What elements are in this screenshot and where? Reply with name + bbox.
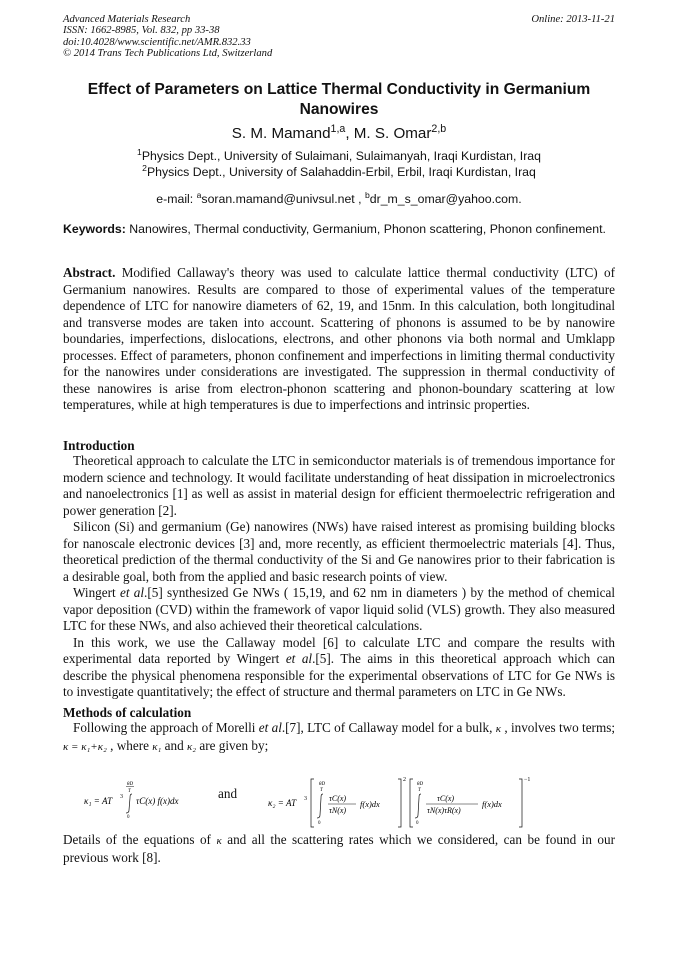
methods-p1-b: .[7], LTC of Callaway model for a bulk, [281, 720, 496, 735]
eq2-square: 2 [403, 777, 406, 783]
keywords [63, 222, 615, 237]
journal-header [63, 14, 615, 60]
paper-title: Effect of Parameters on Lattice Thermal Conductivity in Germanium Nanowires [87, 81, 591, 118]
eq1-upper-limit: θD [127, 782, 134, 787]
author-1: S. M. Mamand [231, 125, 331, 142]
affiliation-2-sup: 2 [142, 162, 147, 173]
eq1-exponent: 3 [120, 794, 123, 800]
intro-paragraph-1: Theoretical approach to calculate the LTC in semiconductor materials is of tremendous importance for modern science and technology. It would facilitate understanding of heat dissipation in microelectronics and nanoelectronics [1] as well as assist in material design for efficient thermoelectric refrigeration and power generation [2]. [63, 453, 615, 518]
eq2-right-bracket-1 [398, 779, 401, 827]
eq2-integral-sign-1 [317, 794, 323, 818]
eq2-lower-limit-1: 0 [318, 821, 321, 826]
affiliation-2 [63, 162, 615, 181]
eq2-f-2: f(x)dx [482, 799, 502, 809]
abstract [63, 265, 615, 414]
copyright-line: © 2014 Trans Tech Publications Ltd, Switzerland [63, 48, 273, 60]
author-separator: , [345, 125, 354, 142]
methods-p1-d: , where [106, 737, 153, 753]
eq2-upper-limit-1: θD [319, 782, 326, 787]
email-b-link[interactable]: dr_m_s_omar@yahoo.com. [369, 192, 522, 206]
eq2-integral-sign-2 [415, 794, 421, 818]
details-a: Details of the equations of [63, 832, 217, 847]
kappa-symbol: κ [495, 723, 502, 735]
doi-line: doi:10.4028/www.scientific.net/AMR.832.33 [63, 36, 251, 48]
author-2-sup: 2,b [431, 122, 447, 135]
kappa-2-symbol: κ₂ [187, 740, 197, 753]
abstract-text: Modified Callaway's theory was used to calculate lattice thermal conductivity (LTC) of Germanium nanowires. Results are compared to those of experimental values of the temperature dependence of LTC for nanowire diameters of 62, 19, and 15nm. In this calculation, both longitudinal and transverse modes are taken into account. Scattering of phonons is assumed to be by nanowire boundaries, imperfections, dislocations, electrons, and other phonons via both normal and Umklapp processes. Effect of parameters, phonon confinement and imperfections in limiting thermal conductivity for the nanowires under considerations are investigated. The suppression in thermal conductivity of these nanowires is arise from electron-phonon scattering and phonon-boundary scattering at low temperatures, while at high temperatures is due to imperfections and intrinsic properties. [63, 265, 615, 412]
and-word: and [218, 786, 238, 801]
eq1-upper-limit-denominator: T [128, 789, 131, 794]
introduction-body [63, 453, 615, 701]
methods-p1-etal: et al [258, 720, 282, 735]
email-a-sup: a [196, 189, 202, 200]
affiliation-1-sup: 1 [137, 146, 142, 157]
eq2-inverse: −1 [524, 777, 531, 783]
intro-p4-etal: et al [285, 651, 313, 666]
equation-kappa-2 [268, 775, 538, 830]
intro-p3-etal: et al [119, 585, 145, 600]
keywords-text: Nanowires, Thermal conductivity, Germanium, Phonon scattering, Phonon confinement. [125, 222, 606, 236]
affiliations [63, 146, 615, 180]
methods-p1-e: and [161, 737, 187, 753]
affiliation-1-text: Physics Dept., University of Sulaimani, Sulaimanyah, Iraqi Kurdistan, Iraq [141, 149, 541, 163]
methods-p1-f: are given by; [196, 737, 269, 753]
methods-body [63, 720, 615, 755]
email-line [63, 189, 615, 207]
eq1-lower-limit: 0 [127, 815, 130, 818]
intro-p4-a: In this work, we use the Callaway model [6] to calculate LTC and compare the results with experimental data reported by Wingert [63, 634, 615, 666]
details-kappa: κ [216, 835, 222, 847]
eq2-upper-limit-1-den: T [320, 788, 323, 793]
eq2-exponent: 3 [304, 796, 307, 802]
methods-paragraph-1 [63, 720, 615, 755]
eq2-upper-limit-2-den: T [418, 788, 421, 793]
eq2-denominator-2: τN(x)τR(x) [427, 806, 461, 815]
author-1-sup: 1,a [330, 122, 346, 135]
email-prefix: e-mail: [156, 192, 197, 206]
kappa-sum-equation: κ = κ₁+κ₂ [63, 740, 107, 753]
intro-p3-b: .[5] synthesized Ge NWs ( 15,19, and 62 nm in diameters ) by the method of chemical vapor deposition (CVD) within the framework of vapor liquid solid (VLS) growth. They also measured LTC for these NWs, and also achieved their theoretical calculations. [63, 585, 615, 633]
intro-paragraph-3 [63, 585, 615, 635]
eq2-upper-limit-2: θD [417, 782, 424, 787]
issn-line: ISSN: 1662-8985, Vol. 832, pp 33-38 [63, 25, 220, 37]
email-a-link[interactable]: soran.mamand@univsul.net [201, 192, 355, 206]
introduction-heading: Introduction [63, 438, 135, 453]
eq2-lower-limit-2: 0 [416, 821, 419, 826]
methods-details [63, 832, 615, 866]
eq2-numerator-2: τC(x) [437, 794, 455, 803]
intro-p4-b: .[5]. The aims in this theoretical approach which can describe the physical phenomena responsible for the experimental observations of LTC for Ge NWs is to investigate quantitatively; the effect of structure and thermal parameters on LTC in Ge NWs. [63, 651, 615, 699]
eq2-left-bracket-1 [311, 779, 314, 827]
methods-heading: Methods of calculation [63, 705, 192, 720]
kappa-1-symbol: κ₁ [152, 740, 162, 753]
email-b-sup: b [364, 189, 370, 200]
intro-paragraph-2: Silicon (Si) and germanium (Ge) nanowires (NWs) have raised interest as promising building blocks for nanoscale electronic devices [3] and, more recently, as efficient thermoelectric materials [4]. Thus, theoretical prediction of the thermal conductivity of the Si and Ge nanowires prior to their fabrication is a desirable goal, both from the applied and basic research points of view. [63, 519, 615, 584]
equation-kappa-1 [84, 780, 204, 818]
author-2: M. S. Omar [353, 125, 432, 142]
eq1-integral-sign [126, 794, 132, 813]
keywords-label: Keywords: [63, 222, 126, 236]
intro-paragraph-4 [63, 635, 615, 701]
eq2-right-bracket-2 [519, 779, 522, 827]
abstract-label: Abstract. [63, 265, 116, 280]
details-b: and all the scattering rates which we considered, can be found in our previous work [8]. [63, 832, 615, 865]
eq1-lhs: κ₁ = AT [84, 796, 113, 806]
author-line [63, 122, 615, 143]
online-date: Online: 2013-11-21 [531, 14, 615, 25]
eq2-denominator-1: τN(x) [329, 806, 347, 815]
affiliation-2-text: Physics Dept., University of Salahaddin-Erbil, Erbil, Iraqi Kurdistan, Iraq [146, 164, 536, 179]
journal-name: Advanced Materials Research [63, 14, 191, 25]
eq2-f-1: f(x)dx [360, 799, 380, 809]
eq1-integrand: τC(x) f(x)dx [136, 796, 179, 806]
intro-p3-a: Wingert [73, 585, 120, 600]
email-separator: , [354, 192, 365, 206]
eq2-left-bracket-2 [410, 779, 413, 827]
methods-p1-c: , involves two terms; [501, 720, 616, 735]
methods-p1-a: Following the approach of Morelli [73, 720, 259, 735]
eq2-numerator-1: τC(x) [329, 794, 347, 803]
eq2-lhs: κ₂ = AT [268, 798, 297, 808]
